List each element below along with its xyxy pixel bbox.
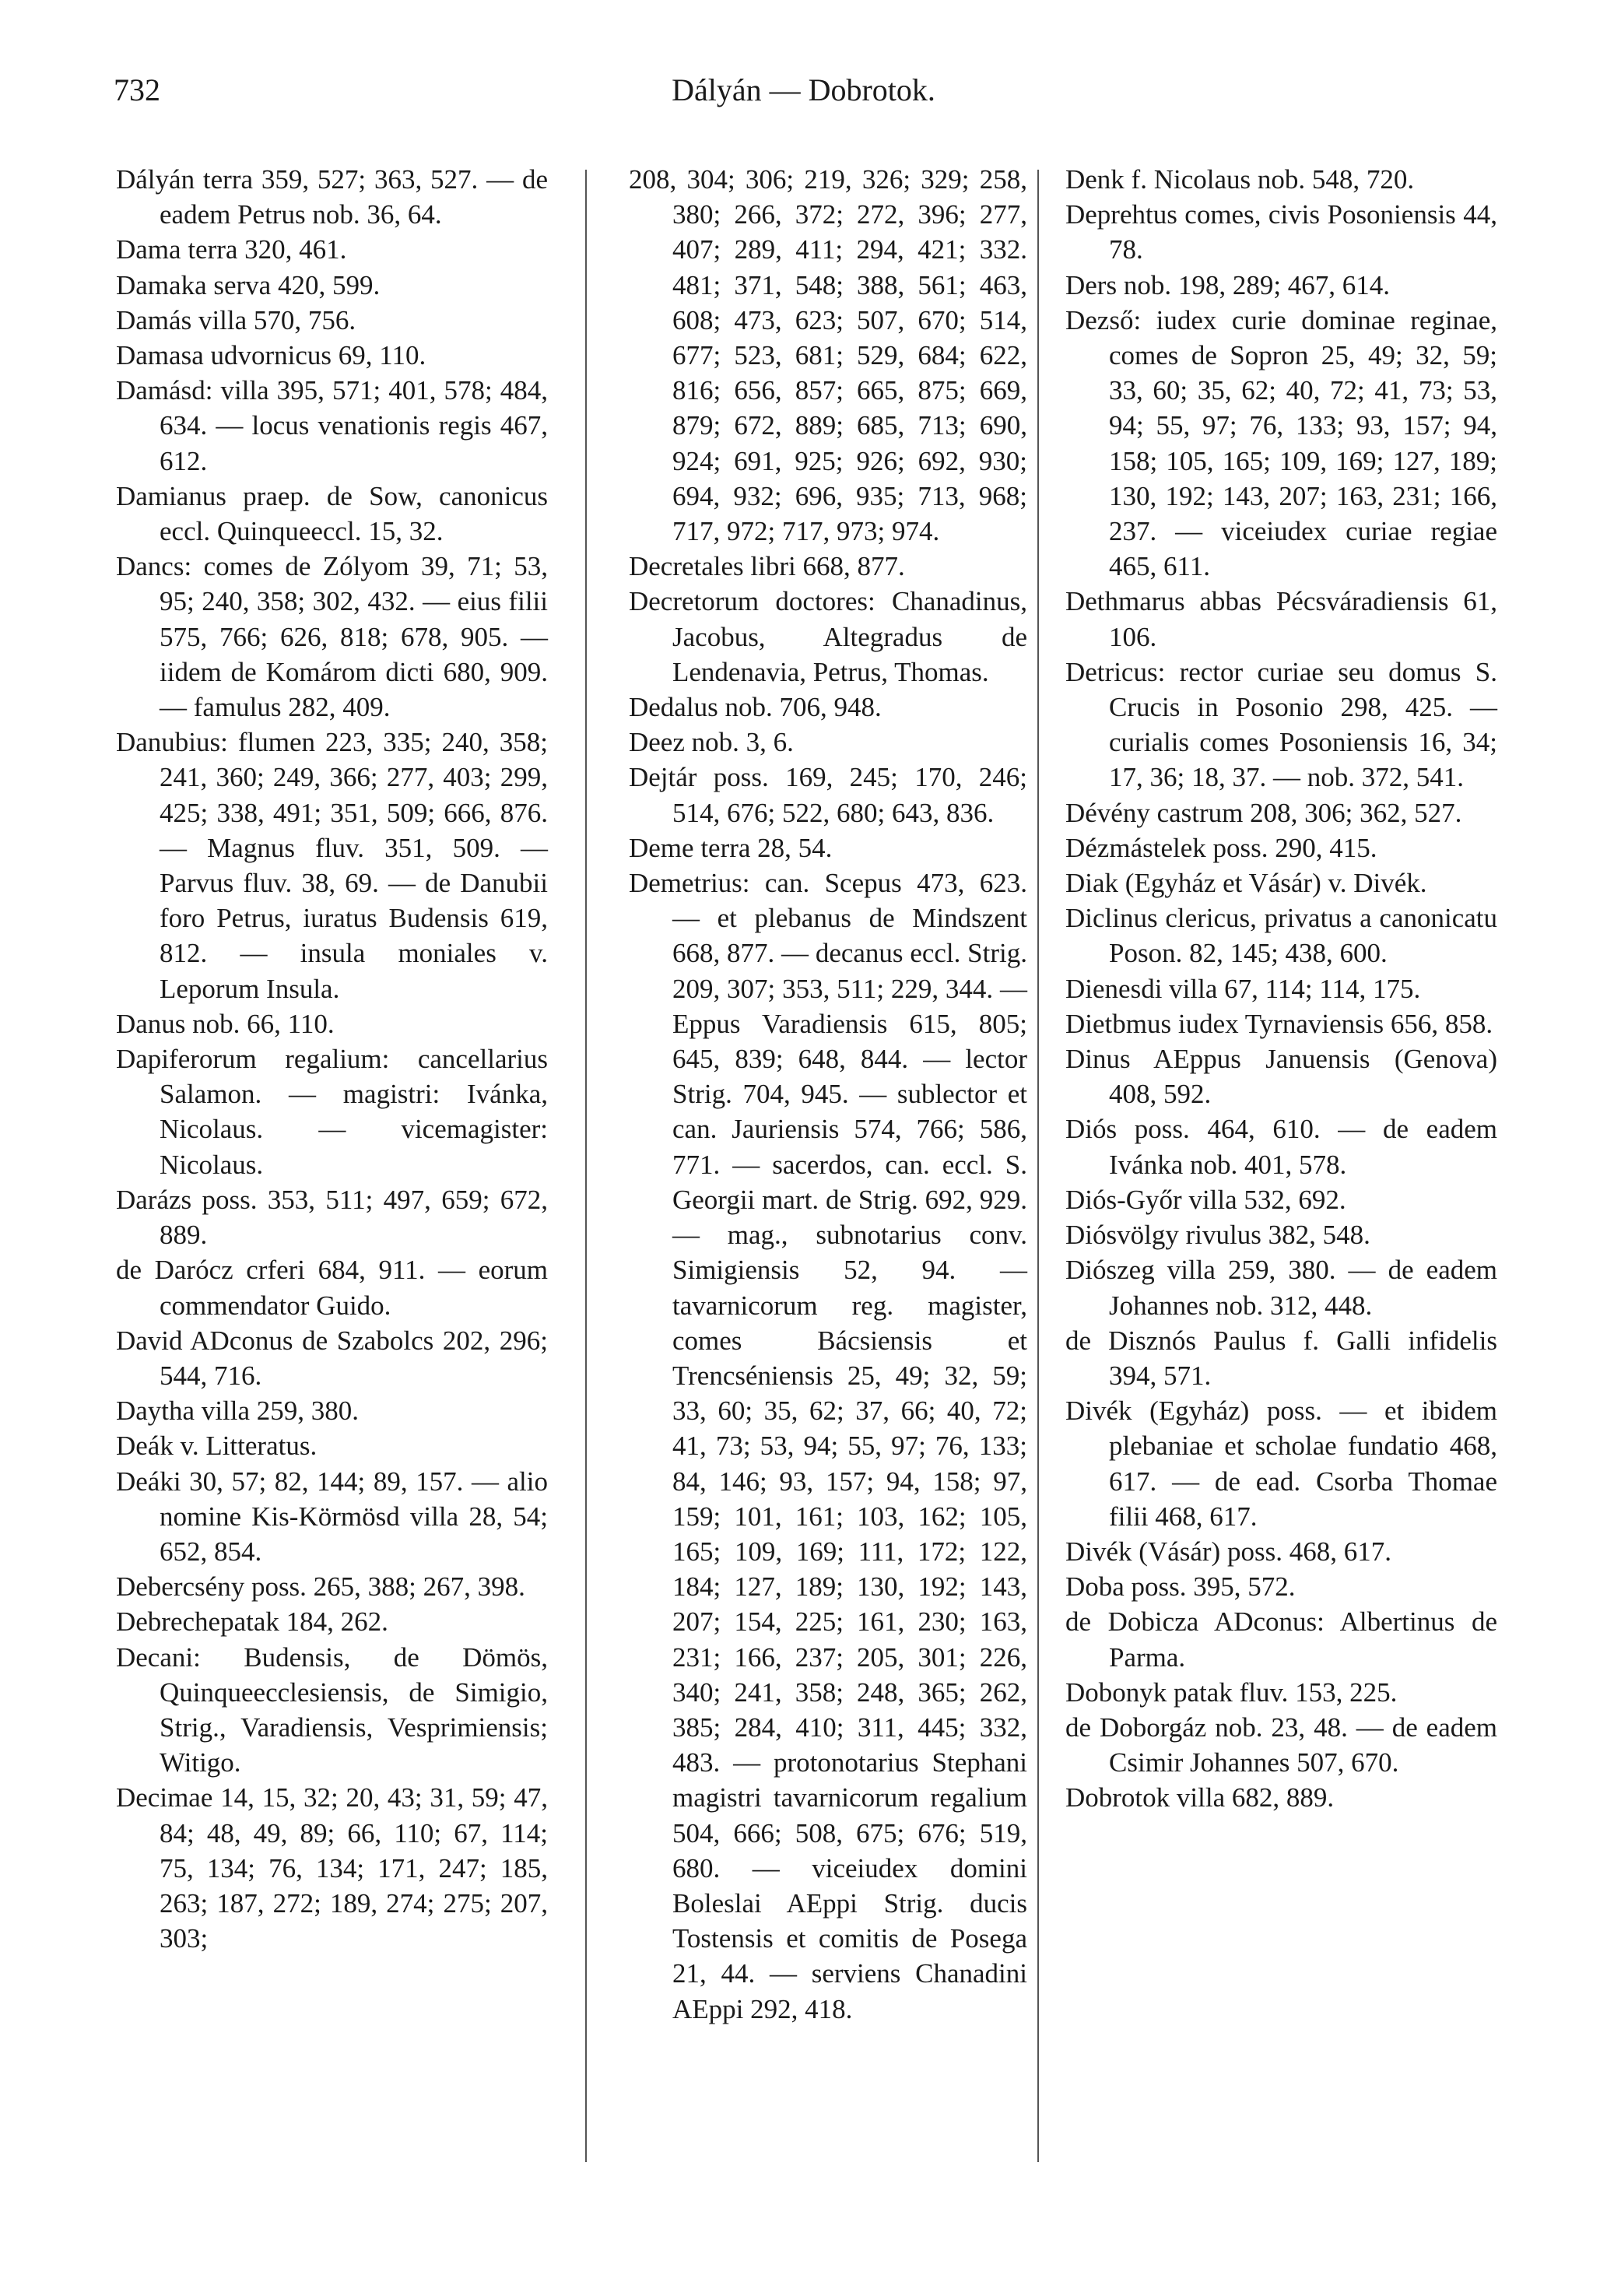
index-entry: Ders nob. 198, 289; 467, 614. bbox=[1065, 269, 1391, 300]
page-header bbox=[0, 72, 1607, 118]
index-entry: Diós poss. 464, 610. — de eadem Ivánka nob. 401, 578. bbox=[1065, 1114, 1497, 1180]
index-entry: Diak (Egyház et Vásár) v. Divék. bbox=[1065, 868, 1427, 899]
index-entry: Decani: Budensis, de Dömös, Quinqueecclesiensis, de Simigio, Strig., Varadiensis, Vesprimiensis; Witigo. bbox=[116, 1641, 548, 1778]
index-entry: Detricus: rector curiae seu domus S. Crucis in Posonio 298, 425. — curialis comes Posoniensis 16, 34; 17, 36; 18, 37. — nob. 372, 541. bbox=[1065, 656, 1497, 793]
index-entry: Doba poss. 395, 572. bbox=[1065, 1571, 1296, 1603]
index-entry: Diósvölgy rivulus 382, 548. bbox=[1065, 1220, 1370, 1251]
column-divider bbox=[585, 170, 587, 2162]
index-entry: Decretorum doctores: Chanadinus, Jacobus, Altegradus de Lendenavia, Petrus, Thomas. bbox=[629, 586, 1027, 687]
index-entry: Dályán terra 359, 527; 363, 527. — de eadem Petrus nob. 36, 64. bbox=[116, 164, 548, 230]
index-entry: Dévény castrum 208, 306; 362, 527. bbox=[1065, 797, 1462, 828]
index-entry: Diószeg villa 259, 380. — de eadem Johannes nob. 312, 448. bbox=[1065, 1255, 1497, 1321]
index-entry: Dancs: comes de Zólyom 39, 71; 53, 95; 240, 358; 302, 432. — eius filii 575, 766; 626, 818; 678, 905. — iidem de Komárom dicti 680, 909. — famulus 282, 409. bbox=[116, 551, 548, 723]
index-entry: Damásd: villa 395, 571; 401, 578; 484, 634. — locus venationis regis 467, 612. bbox=[116, 375, 548, 476]
index-entry: Deme terra 28, 54. bbox=[629, 832, 833, 863]
index-entry: Daytha villa 259, 380. bbox=[116, 1396, 360, 1427]
index-entry: de Doborgáz nob. 23, 48. — de eadem Csimir Johannes 507, 670. bbox=[1065, 1711, 1497, 1778]
index-entry: David ADconus de Szabolcs 202, 296; 544, 716. bbox=[116, 1325, 548, 1391]
index-entry: de Dobicza ADconus: Albertinus de Parma. bbox=[1065, 1606, 1497, 1673]
index-entry: de Darócz crferi 684, 911. — eorum commendator Guido. bbox=[116, 1255, 548, 1321]
index-entry: Deáki 30, 57; 82, 144; 89, 157. — alio nomine Kis-Körmösd villa 28, 54; 652, 854. bbox=[116, 1466, 548, 1567]
index-entry: Dienesdi villa 67, 114; 114, 175. bbox=[1065, 973, 1421, 1004]
index-entry: Dethmarus abbas Pécsváradiensis 61, 106. bbox=[1065, 586, 1497, 652]
index-entry: Darázs poss. 353, 511; 497, 659; 672, 889. bbox=[116, 1184, 548, 1251]
column-divider bbox=[1037, 170, 1039, 2162]
index-entry: Diós-Győr villa 532, 692. bbox=[1065, 1184, 1346, 1215]
index-entry: Debercsény poss. 265, 388; 267, 398. bbox=[116, 1571, 525, 1603]
index-entry: Dietbmus iudex Tyrnaviensis 656, 858. bbox=[1065, 1008, 1493, 1039]
index-entry: 208, 304; 306; 219, 326; 329; 258, 380; 266, 372; 272, 396; 277, 407; 289, 411; 294, 421; 332. 481; 371, 548; 388, 561; 463, 608; 473, 623; 507, 670; 514, 677; 523, 681; 529, 684; 622, 816; 656, 857; 665, 875; 669, 879; 672, 889; 685, 713; 690, 924; 691, 925; 926; 692, 930; 694, 932; 696, 935; 713, 968; 717, 972; 717, 973; 974. bbox=[629, 164, 1027, 547]
index-entry: Damasa udvornicus 69, 110. bbox=[116, 340, 426, 371]
index-column-1 bbox=[116, 162, 548, 1956]
index-entry: Dezső: iudex curie dominae reginae, comes de Sopron 25, 49; 32, 59; 33, 60; 35, 62; 40, 72; 41, 73; 53, 94; 55, 97; 76, 133; 93, 157; 94, 158; 105, 165; 109, 169; 127, 189; 130, 192; 143, 207; 163, 231; 166, 237. — viceiudex curiae regiae 465, 611. bbox=[1065, 304, 1497, 582]
index-entry: Danus nob. 66, 110. bbox=[116, 1008, 335, 1039]
index-entry: Debrechepatak 184, 262. bbox=[116, 1606, 388, 1638]
index-entry: Dedalus nob. 706, 948. bbox=[629, 692, 882, 723]
index-entry: Demetrius: can. Scepus 473, 623. — et plebanus de Mindszent 668, 877. — decanus eccl. Strig. 209, 307; 353, 511; 229, 344. — Eppus Varadiensis 615, 805; 645, 839; 648, 844. — lector Strig. 704, 945. — sublector et can. Jauriensis 574, 766; 586, 771. — sacerdos, can. eccl. S. Georgii mart. de Strig. 692, 929. — mag., subnotarius conv. Simigiensis 52, 94. — tavarnicorum reg. magister, comes Bácsiensis et Trencséniensis 25, 49; 32, 59; 33, 60; 35, 62; 37, 66; 40, 72; 41, 73; 53, 94; 55, 97; 76, 133; 84, 146; 93, 157; 94, 158; 97, 159; 101, 161; 103, 162; 105, 165; 109, 169; 111, 172; 122, 184; 127, 189; 130, 192; 143, 207; 154, 225; 161, 230; 163, 231; 166, 237; 205, 301; 226, 340; 241, 358; 248, 365; 262, 385; 284, 410; 311, 445; 332, 483. — protonotarius Stephani magistri tavarnicorum regalium 504, 666; 508, 675; 676; 519, 680. — viceiudex domini Boleslai AEppi Strig. ducis Tostensis et comitis de Posega 21, 44. — serviens Chanadini AEppi 292, 418. bbox=[629, 868, 1027, 2024]
index-entry: Denk f. Nicolaus nob. 548, 720. bbox=[1065, 164, 1415, 195]
index-entry: Dapiferorum regalium: cancellarius Salamon. — magistri: Ivánka, Nicolaus. — vicemagister: Nicolaus. bbox=[116, 1044, 548, 1180]
index-entry: Decretales libri 668, 877. bbox=[629, 551, 905, 582]
index-entry: Damianus praep. de Sow, canonicus eccl. Quinqueeccl. 15, 32. bbox=[116, 480, 548, 547]
index-entry: Diclinus clericus, privatus a canonicatu Poson. 82, 145; 438, 600. bbox=[1065, 903, 1497, 969]
index-entry: Damaka serva 420, 599. bbox=[116, 269, 381, 300]
index-entry: Danubius: flumen 223, 335; 240, 358; 241, 360; 249, 366; 277, 403; 299, 425; 338, 491; 351, 509; 666, 876. — Magnus fluv. 351, 509. — Parvus fluv. 38, 69. — de Danubii foro Petrus, iuratus Budensis 619, 812. — insula moniales v. Leporum Insula. bbox=[116, 727, 548, 1004]
index-entry: Dézmástelek poss. 290, 415. bbox=[1065, 832, 1377, 863]
index-column-2 bbox=[629, 162, 1027, 2027]
index-entry: Dobrotok villa 682, 889. bbox=[1065, 1782, 1335, 1813]
index-column-3 bbox=[1065, 162, 1497, 1816]
index-entry: Deák v. Litteratus. bbox=[116, 1431, 318, 1462]
index-entry: Deprehtus comes, civis Posoniensis 44, 78. bbox=[1065, 199, 1497, 265]
index-entry: de Disznós Paulus f. Galli infidelis 394, 571. bbox=[1065, 1325, 1497, 1391]
index-entry: Damás villa 570, 756. bbox=[116, 304, 356, 335]
index-entry: Deez nob. 3, 6. bbox=[629, 727, 794, 758]
index-entry: Dama terra 320, 461. bbox=[116, 234, 347, 265]
index-entry: Decimae 14, 15, 32; 20, 43; 31, 59; 47, 84; 48, 49, 89; 66, 110; 67, 114; 75, 134; 76, 134; 171, 247; 185, 263; 187, 272; 189, 274; 275; 207, 303; bbox=[116, 1782, 548, 1954]
page-number: 732 bbox=[114, 72, 160, 107]
index-entry: Dobonyk patak fluv. 153, 225. bbox=[1065, 1676, 1398, 1708]
index-entry: Dinus AEppus Januensis (Genova) 408, 592. bbox=[1065, 1044, 1497, 1110]
index-entry: Divék (Egyház) poss. — et ibidem plebaniae et scholae fundatio 468, 617. — de ead. Csorba Thomae filii 468, 617. bbox=[1065, 1396, 1497, 1532]
index-entry: Divék (Vásár) poss. 468, 617. bbox=[1065, 1536, 1391, 1567]
index-entry: Dejtár poss. 169, 245; 170, 246; 514, 676; 522, 680; 643, 836. bbox=[629, 762, 1027, 828]
running-title: Dályán — Dobrotok. bbox=[672, 72, 935, 107]
